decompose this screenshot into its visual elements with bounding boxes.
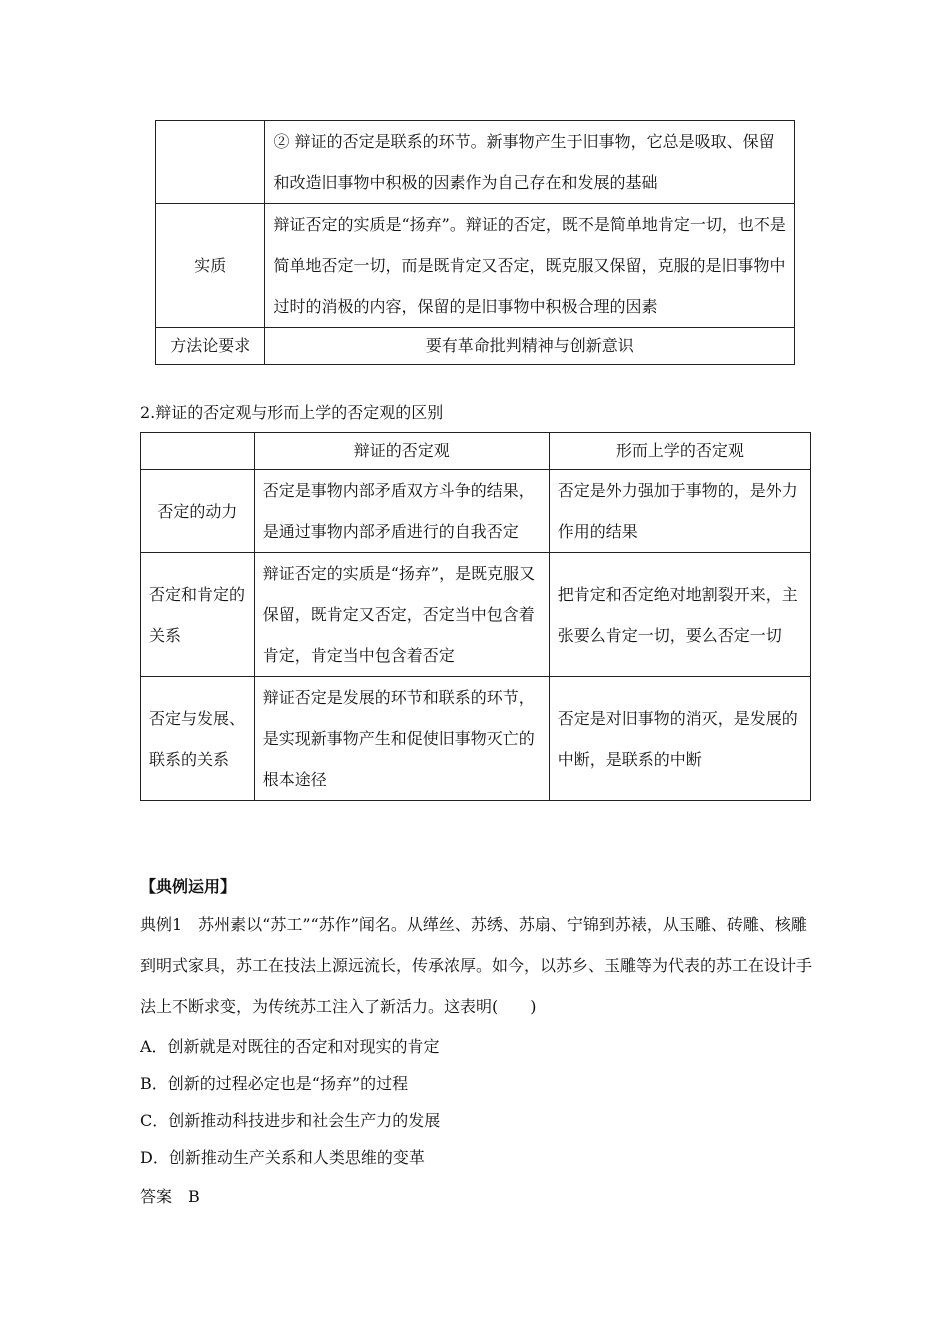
row-text: 辩证否定的实质是“扬弃”。辩证的否定，既不是简单地肯定一切，也不是简单地否定一切，而是既肯定又否定，既克服又保留，克服的是旧事物中过时的消极的内容，保留的是旧事物中积极合理的因素	[265, 204, 795, 328]
table-row	[156, 121, 795, 204]
dialectical-cell: 否定是事物内部矛盾双方斗争的结果，是通过事物内部矛盾进行的自我否定	[254, 470, 549, 553]
negation-comparison-table	[140, 432, 811, 801]
negation-summary-table	[155, 120, 795, 365]
option-b: B．创新的过程必定也是“扬弃”的过程	[140, 1074, 409, 1093]
dialectical-cell: 辩证否定是发展的环节和联系的环节，是实现新事物产生和促使旧事物灭亡的根本途径	[254, 677, 549, 801]
table-row	[141, 677, 811, 801]
table-row	[156, 328, 795, 365]
option-d: D．创新推动生产关系和人类思维的变革	[140, 1148, 425, 1167]
table-header-row	[141, 433, 811, 470]
answer: 答案 B	[140, 1187, 200, 1206]
table-row	[141, 553, 811, 677]
row-text: 要有革命批判精神与创新意识	[265, 328, 795, 365]
example-stem: 典例1 苏州素以“苏工”“苏作”闻名。从缂丝、苏绣、苏扇、宁锦到苏裱，从玉雕、砖雕、核雕到明式家具，苏工在技法上源远流长，传承浓厚。如今，以苏乡、玉雕等为代表的苏工在设计手法上不断求变，为传统苏工注入了新活力。这表明( )	[140, 915, 813, 1016]
dialectical-cell: 辩证否定的实质是“扬弃”，是既克服又保留，既肯定又否定，否定当中包含着肯定，肯定当中包含着否定	[254, 553, 549, 677]
row-label: 实质	[156, 204, 265, 328]
table-row	[156, 204, 795, 328]
row-label: 否定和肯定的关系	[141, 553, 255, 677]
row-label	[156, 121, 265, 204]
metaphysical-cell: 把肯定和否定绝对地割裂开来，主张要么肯定一切，要么否定一切	[549, 553, 810, 677]
example-heading: 【典例运用】	[140, 877, 237, 896]
column-header: 形而上学的否定观	[549, 433, 810, 470]
metaphysical-cell: 否定是对旧事物的消灭，是发展的中断，是联系的中断	[549, 677, 810, 801]
column-header: 辩证的否定观	[254, 433, 549, 470]
table-row	[141, 470, 811, 553]
column-header	[141, 433, 255, 470]
row-text: ② 辩证的否定是联系的环节。新事物产生于旧事物，它总是吸取、保留和改造旧事物中积极的因素作为自己存在和发展的基础	[265, 121, 795, 204]
row-label: 方法论要求	[156, 328, 265, 365]
section-title: 2.辩证的否定观与形而上学的否定观的区别	[140, 403, 444, 422]
metaphysical-cell: 否定是外力强加于事物的，是外力作用的结果	[549, 470, 810, 553]
row-label: 否定的动力	[141, 470, 255, 553]
row-label: 否定与发展、联系的关系	[141, 677, 255, 801]
option-c: C．创新推动科技进步和社会生产力的发展	[140, 1111, 441, 1130]
option-a: A．创新就是对既往的否定和对现实的肯定	[140, 1037, 440, 1056]
